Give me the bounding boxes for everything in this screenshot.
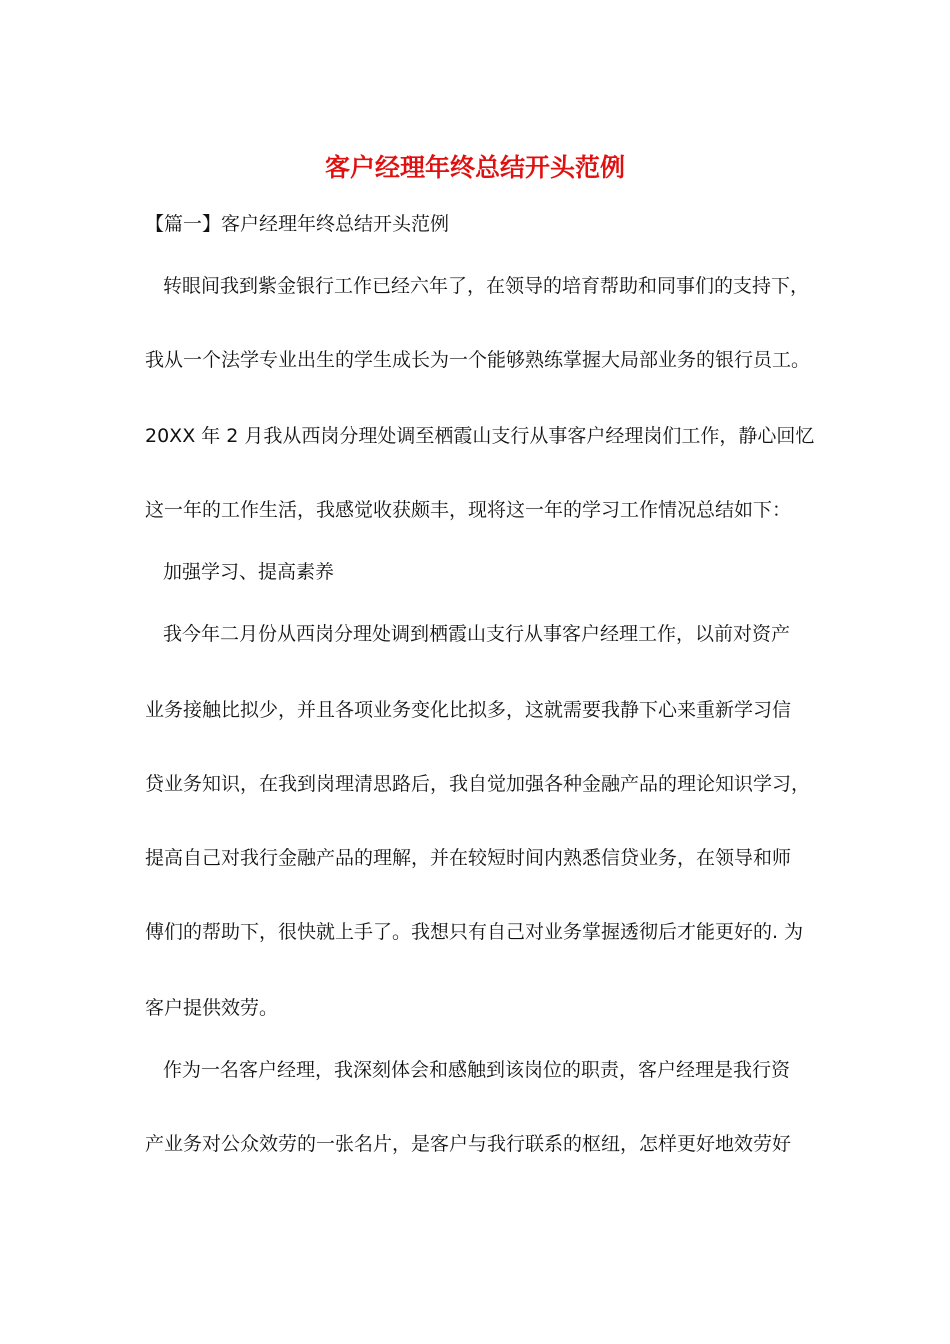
section-label: 【篇一】客户经理年终总结开头范例 (145, 213, 450, 235)
paragraph-line: 贷业务知识，在我到岗理清思路后，我自觉加强各种金融产品的理论知识学习， (145, 773, 811, 795)
paragraph-line: 我今年二月份从西岗分理处调到栖霞山支行从事客户经理工作，以前对资产 (163, 623, 791, 645)
paragraph-line: 产业务对公众效劳的一张名片，是客户与我行联系的枢纽，怎样更好地效劳好 (145, 1133, 792, 1155)
paragraph-line: 这一年的工作生活，我感觉收获颇丰，现将这一年的学习工作情况总结如下： (145, 499, 792, 521)
paragraph-line: 作为一名客户经理，我深刻体会和感触到该岗位的职责，客户经理是我行资 (163, 1059, 791, 1081)
paragraph-line: 傅们的帮助下，很快就上手了。我想只有自己对业务掌握透彻后才能更好的. 为 (145, 921, 804, 943)
paragraph-line: 提高自己对我行金融产品的理解，并在较短时间内熟悉信贷业务，在领导和师 (145, 847, 792, 869)
paragraph-line: 我从一个法学专业出生的学生成长为一个能够熟练掌握大局部业务的银行员工。 (145, 349, 811, 371)
paragraph-line: 20XX 年 2 月我从西岗分理处调至栖霞山支行从事客户经理岗们工作，静心回忆 (145, 425, 815, 447)
paragraph-line: 客户提供效劳。 (145, 997, 279, 1019)
paragraph-line: 转眼间我到紫金银行工作已经六年了，在领导的培育帮助和同事们的支持下， (163, 275, 810, 297)
document-title: 客户经理年终总结开头范例 (324, 153, 625, 182)
paragraph-line: 业务接触比拟少，并且各项业务变化比拟多，这就需要我静下心来重新学习信 (145, 699, 792, 721)
subheading: 加强学习、提高素养 (163, 561, 335, 583)
